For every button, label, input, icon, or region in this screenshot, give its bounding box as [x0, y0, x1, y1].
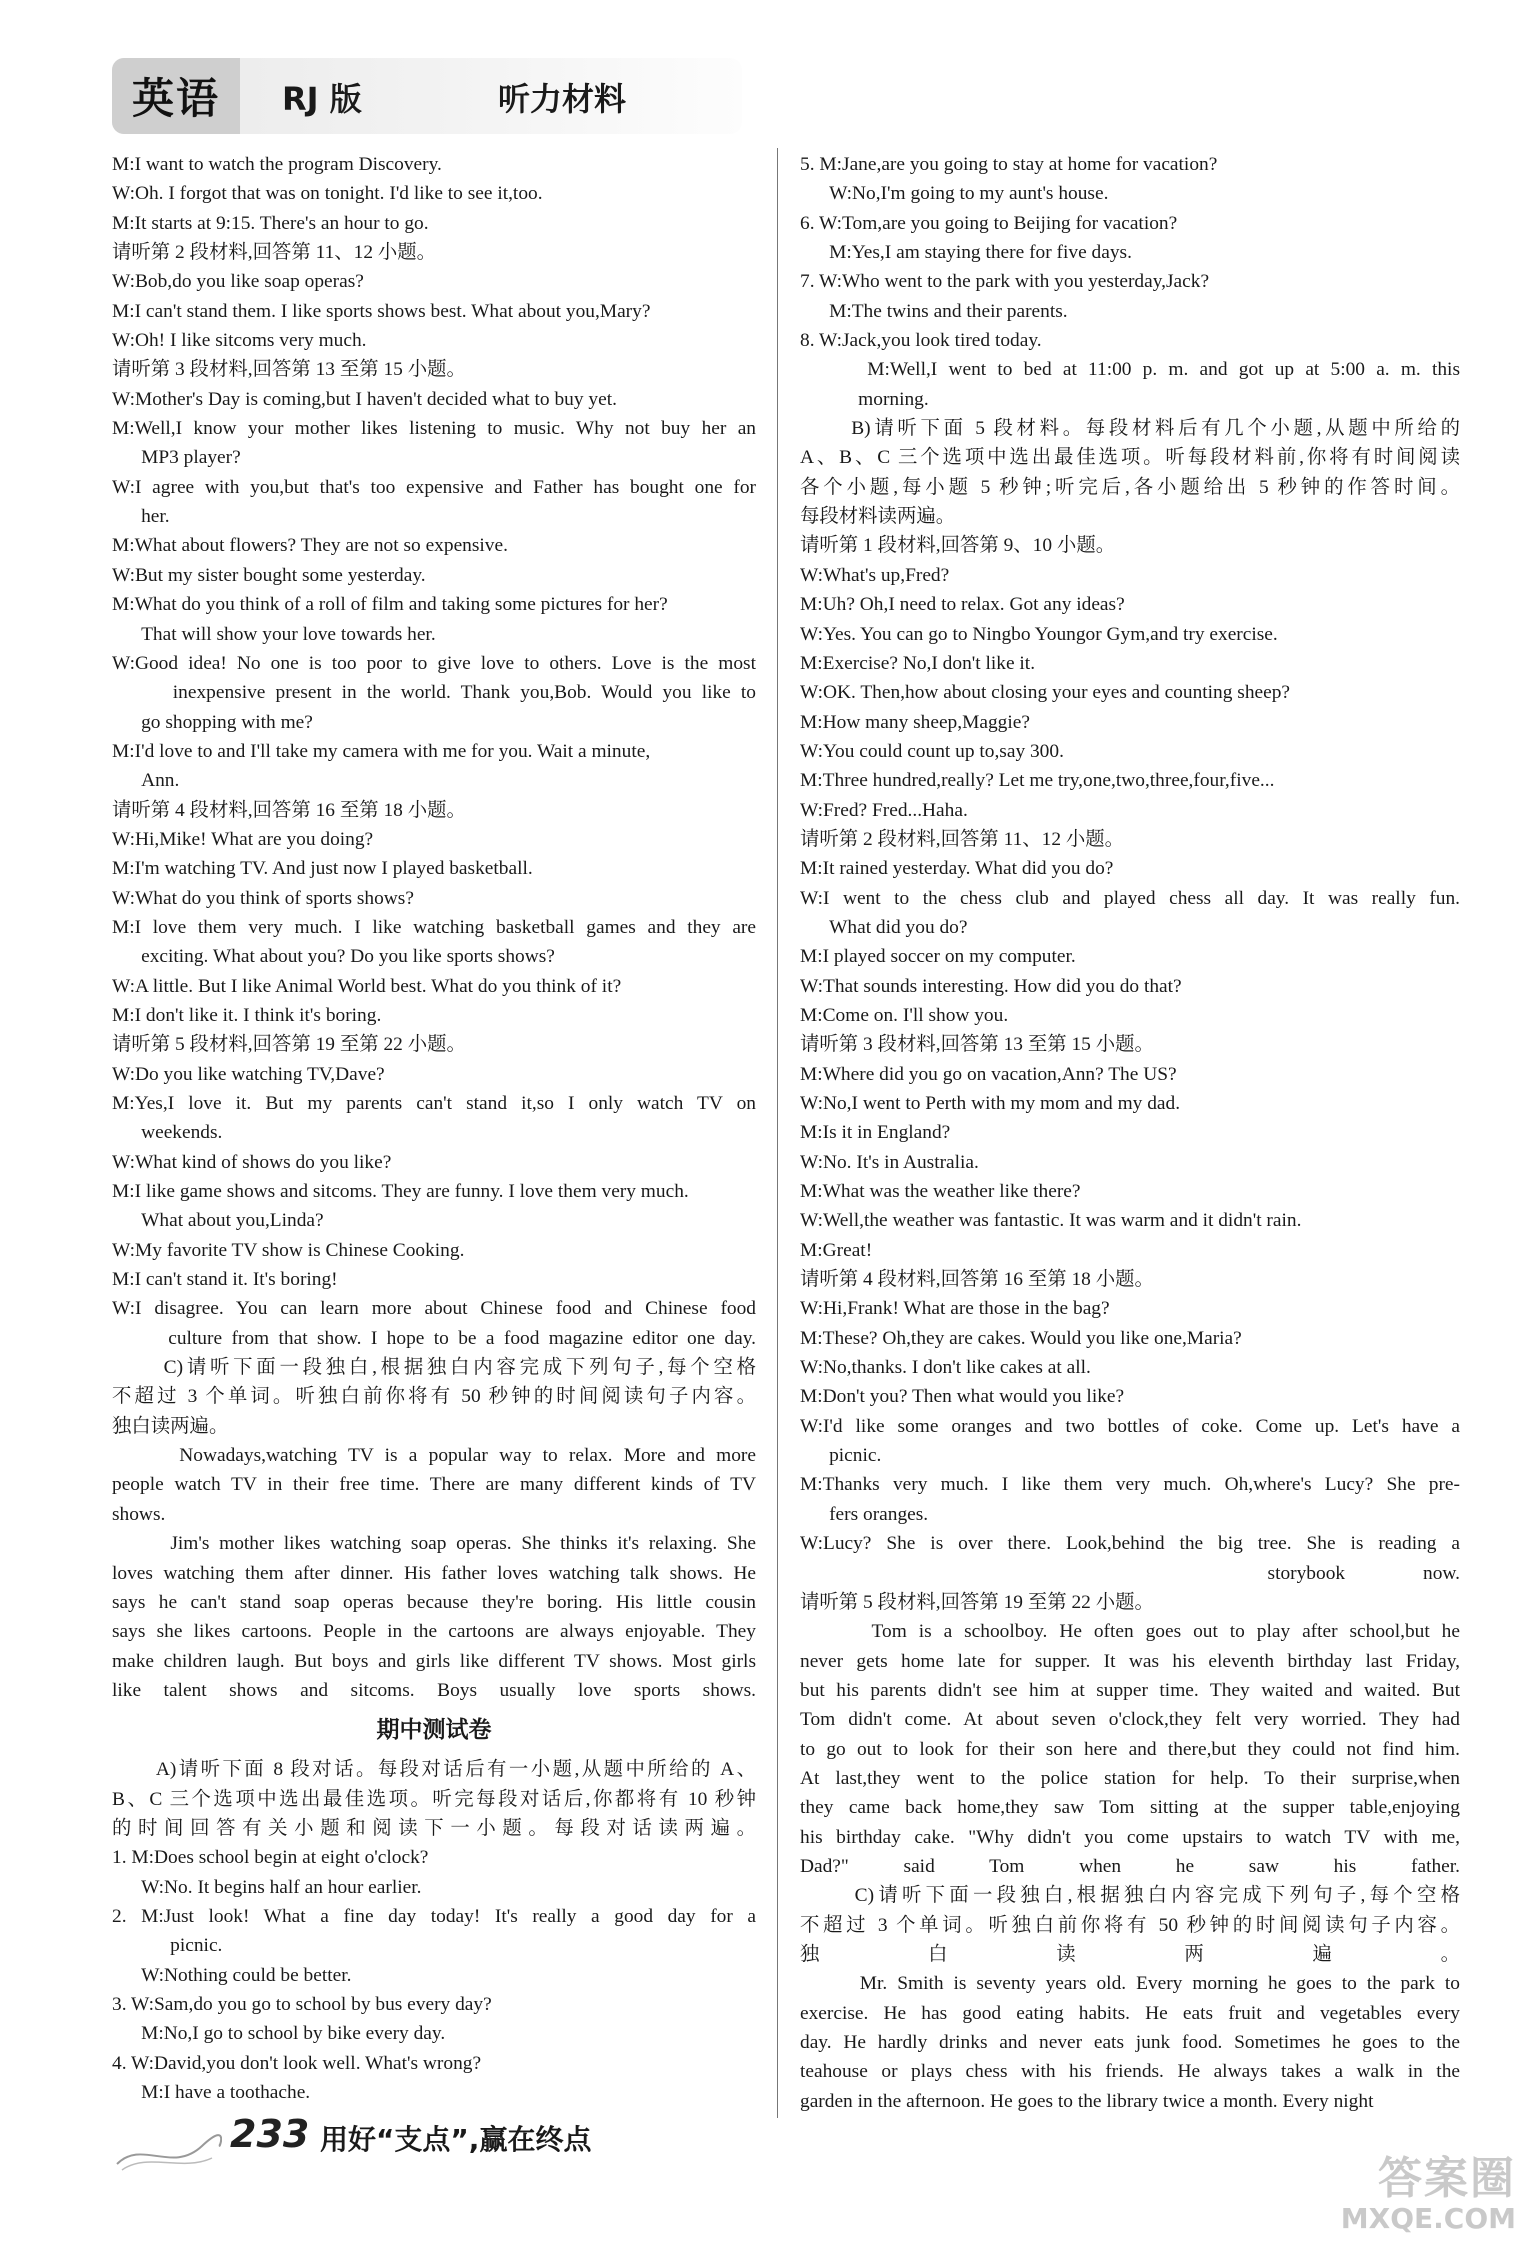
text-line: says he can't stand soap operas because they're boring. His little cousin: [112, 1591, 756, 1613]
text-line: W:What kind of shows do you like?: [112, 1151, 392, 1173]
text-line: W:OK. Then,how about closing your eyes and counting sheep?: [800, 682, 1291, 704]
text-line: 请听第 2 段材料,回答第 11、12 小题。: [800, 828, 1125, 850]
watermark-url: MXQE.COM: [1340, 2202, 1516, 2235]
text-line: picnic.: [800, 1445, 882, 1467]
text-line: A、B、C 三个选项中选出最佳选项。听每段材料前,你将有时间阅读: [800, 447, 1460, 469]
text-line: M:What do you think of a roll of film and taking some pictures for her?: [112, 594, 668, 616]
text-line: W:That sounds interesting. How did you do that?: [800, 975, 1182, 997]
text-line: C)请听下面一段独白,根据独白内容完成下列句子,每个空格: [112, 1357, 756, 1379]
text-line: M:I don't like it. I think it's boring.: [112, 1004, 382, 1026]
text-line: 3. W:Sam,do you go to school by bus every day?: [112, 1993, 492, 2015]
text-line: 每段材料读两遍。: [800, 506, 956, 528]
text-line: 请听第 5 段材料,回答第 19 至第 22 小题。: [112, 1034, 466, 1056]
text-line: M:No,I go to school by bike every day.: [112, 2023, 446, 2045]
text-line: 的时间回答有关小题和阅读下一小题。每段对话读两遍。: [112, 1817, 756, 1839]
text-line: shows.: [112, 1503, 166, 1525]
text-line: M:I like game shows and sitcoms. They are funny. I love them very much.: [112, 1181, 689, 1203]
text-line: M:Yes,I love it. But my parents can't stand it,so I only watch TV on: [112, 1093, 756, 1114]
text-line: 7. W:Who went to the park with you yesterday,Jack?: [800, 271, 1210, 293]
text-line: M:Is it in England?: [800, 1122, 951, 1144]
text-line: M:Uh? Oh,I need to relax. Got any ideas?: [800, 594, 1125, 616]
text-line: C)请听下面一段独白,根据独白内容完成下列句子,每个空格: [800, 1885, 1460, 1907]
text-line: W:Well,the weather was fantastic. It was warm and it didn't rain.: [800, 1210, 1302, 1232]
text-line: At last,they went to the police station for help. To their surprise,when: [800, 1767, 1460, 1789]
text-line: M:I'd love to and I'll take my camera with me for you. Wait a minute,: [112, 740, 651, 762]
right-column: [800, 150, 1460, 2116]
text-line: M:I want to watch the program Discovery.: [112, 154, 442, 175]
page-number: 233: [230, 2112, 310, 2156]
text-line: W:Do you like watching TV,Dave?: [112, 1063, 385, 1085]
text-line: W:My favorite TV show is Chinese Cooking.: [112, 1239, 465, 1261]
text-line: 各个小题,每小题 5 秒钟;听完后,各小题给出 5 秒钟的作答时间。: [800, 476, 1460, 498]
text-line: W:No,thanks. I don't like cakes at all.: [800, 1357, 1091, 1379]
text-line: W:I agree with you,but that's too expensive and Father has bought one for: [112, 476, 756, 498]
text-line: M:Thanks very much. I like them very much. Oh,where's Lucy? She pre-: [800, 1474, 1460, 1496]
text-line: M:The twins and their parents.: [800, 300, 1068, 322]
text-line: 请听第 3 段材料,回答第 13 至第 15 小题。: [800, 1034, 1154, 1056]
text-line: 独白读两遍。: [800, 1943, 1460, 1965]
text-line: W:No,I went to Perth with my mom and my dad.: [800, 1093, 1181, 1114]
text-line: never gets home late for supper. It was his eleventh birthday last Friday,: [800, 1650, 1460, 1672]
text-line: M:I can't stand it. It's boring!: [112, 1269, 338, 1291]
text-line: M:I love them very much. I like watching basketball games and they are: [112, 916, 756, 938]
text-line: teahouse or plays chess with his friends. He always takes a walk in the: [800, 2061, 1460, 2083]
text-line: 请听第 5 段材料,回答第 19 至第 22 小题。: [800, 1591, 1154, 1613]
text-line: M:It rained yesterday. What did you do?: [800, 858, 1114, 880]
text-line: fers oranges.: [800, 1503, 929, 1525]
text-line: W:But my sister bought some yesterday.: [112, 564, 426, 586]
text-line: to go out to look for their son here and there,but they could not find him.: [800, 1738, 1460, 1760]
text-line: her.: [112, 506, 170, 528]
text-line: M:Where did you go on vacation,Ann? The US?: [800, 1063, 1177, 1085]
text-line: A)请听下面 8 段对话。每段对话后有一小题,从题中所给的 A、: [112, 1759, 756, 1781]
text-line: B、C 三个选项中选出最佳选项。听完每段对话后,你都将有 10 秒钟: [112, 1788, 756, 1810]
text-line: inexpensive present in the world. Thank you,Bob. Would you like to: [112, 682, 756, 704]
text-line: his birthday cake. "Why didn't you come upstairs to watch TV with me,: [800, 1826, 1460, 1848]
text-line: W:What's up,Fred?: [800, 564, 950, 586]
text-line: 4. W:David,you don't look well. What's wrong?: [112, 2052, 482, 2074]
text-line: garden in the afternoon. He goes to the library twice a month. Every night: [800, 2090, 1374, 2112]
column-divider: [777, 148, 778, 2118]
text-line: says she likes cartoons. People in the cartoons are always enjoyable. They: [112, 1621, 756, 1643]
text-line: W:No. It's in Australia.: [800, 1151, 979, 1173]
text-line: M:These? Oh,they are cakes. Would you like one,Maria?: [800, 1327, 1242, 1349]
watermark-logo: 答案圈: [1378, 2153, 1516, 2204]
text-line: 2. M:Just look! What a fine day today! It's really a good day for a: [112, 1905, 756, 1927]
text-line: M:Well,I know your mother likes listening to music. Why not buy her an: [112, 418, 756, 440]
text-line: Jim's mother likes watching soap operas. She thinks it's relaxing. She: [112, 1533, 756, 1555]
text-line: W:Oh! I like sitcoms very much.: [112, 330, 367, 352]
text-line: Dad?" said Tom when he saw his father.: [800, 1855, 1460, 1877]
text-line: W:I'd like some oranges and two bottles of coke. Come up. Let's have a: [800, 1415, 1460, 1437]
text-line: like talent shows and sitcoms. Boys usually love sports shows.: [112, 1679, 756, 1701]
text-line: 不超过 3 个单词。听独白前你将有 50 秒钟的时间阅读句子内容。: [112, 1386, 756, 1408]
text-line: W:Hi,Mike! What are you doing?: [112, 828, 374, 850]
text-line: Tom didn't come. At about seven o'clock,they felt very worried. They had: [800, 1709, 1460, 1731]
text-line: W:Fred? Fred...Haha.: [800, 799, 968, 821]
text-line: M:I'm watching TV. And just now I played basketball.: [112, 858, 533, 880]
edition-label: RJ 版: [282, 80, 362, 118]
text-line: loves watching them after dinner. His father loves watching talk shows. He: [112, 1562, 756, 1584]
text-line: day. He hardly drinks and never eats junk food. Sometimes he goes to the: [800, 2032, 1460, 2053]
text-line: 8. W:Jack,you look tired today.: [800, 330, 1042, 352]
text-line: W:Hi,Frank! What are those in the bag?: [800, 1298, 1110, 1320]
text-line: M:I played soccer on my computer.: [800, 946, 1076, 968]
text-line: M:Great!: [800, 1239, 873, 1261]
text-line: 不超过 3 个单词。听独白前你将有 50 秒钟的时间阅读句子内容。: [800, 1914, 1460, 1936]
text-line: M:It starts at 9:15. There's an hour to go.: [112, 212, 429, 234]
text-line: M:I can't stand them. I like sports shows best. What about you,Mary?: [112, 300, 651, 322]
text-line: W:No,I'm going to my aunt's house.: [800, 183, 1109, 205]
left-column: [112, 150, 756, 2107]
text-line: M:Well,I went to bed at 11:00 p. m. and got up at 5:00 a. m. this: [800, 359, 1460, 381]
text-line: W:Lucy? She is over there. Look,behind the big tree. She is reading a: [800, 1533, 1460, 1555]
text-line: M:Exercise? No,I don't like it.: [800, 652, 1036, 674]
text-line: they came back home,they saw Tom sitting at the supper table,enjoying: [800, 1797, 1460, 1819]
text-line: but his parents didn't see him at supper time. They waited and waited. But: [800, 1679, 1460, 1701]
text-line: storybook now.: [800, 1562, 1460, 1584]
section-title: 听力材料: [498, 80, 627, 118]
text-line: Mr. Smith is seventy years old. Every morning he goes to the park to: [800, 1973, 1460, 1995]
text-line: W:Oh. I forgot that was on tonight. I'd like to see it,too.: [112, 183, 543, 205]
text-line: 请听第 3 段材料,回答第 13 至第 15 小题。: [112, 359, 466, 381]
text-line: W:No. It begins half an hour earlier.: [112, 1876, 422, 1898]
text-line: M:Don't you? Then what would you like?: [800, 1386, 1125, 1408]
page-header: [112, 58, 742, 134]
text-line: weekends.: [112, 1122, 223, 1144]
text-line: W:Nothing could be better.: [112, 1964, 352, 1986]
text-line: W:Mother's Day is coming,but I haven't decided what to buy yet.: [112, 388, 617, 410]
text-line: Ann.: [112, 770, 180, 792]
text-line: M:Yes,I am staying there for five days.: [800, 242, 1132, 264]
text-line: W:What do you think of sports shows?: [112, 887, 414, 909]
text-line: Nowadays,watching TV is a popular way to relax. More and more: [112, 1445, 756, 1467]
text-line: make children laugh. But boys and girls like different TV shows. Most girls: [112, 1650, 756, 1672]
text-line: What about you,Linda?: [112, 1210, 324, 1232]
text-line: M:Come on. I'll show you.: [800, 1004, 1009, 1026]
text-line: 5. M:Jane,are you going to stay at home for vacation?: [800, 154, 1218, 175]
text-line: 6. W:Tom,are you going to Beijing for vacation?: [800, 212, 1178, 234]
text-line: M:What about flowers? They are not so expensive.: [112, 535, 508, 557]
text-line: 请听第 2 段材料,回答第 11、12 小题。: [112, 242, 437, 264]
text-line: W:Yes. You can go to Ningbo Youngor Gym,and try exercise.: [800, 623, 1278, 645]
text-line: W:You could count up to,say 300.: [800, 740, 1064, 762]
text-line: M:I have a toothache.: [112, 2082, 311, 2103]
text-line: morning.: [800, 388, 929, 410]
text-line: Tom is a schoolboy. He often goes out to play after school,but he: [800, 1621, 1460, 1643]
text-line: picnic.: [112, 1935, 223, 1957]
text-line: W:A little. But I like Animal World best. What do you think of it?: [112, 975, 622, 997]
text-line: W:Good idea! No one is too poor to give love to others. Love is the most: [112, 652, 756, 674]
text-line: 独白读两遍。: [112, 1415, 229, 1437]
text-line: exciting. What about you? Do you like sports shows?: [112, 946, 555, 968]
text-line: That will show your love towards her.: [112, 623, 436, 645]
text-line: go shopping with me?: [112, 711, 313, 733]
text-line: 请听第 4 段材料,回答第 16 至第 18 小题。: [800, 1269, 1154, 1291]
text-line: What did you do?: [800, 916, 968, 938]
text-line: 请听第 4 段材料,回答第 16 至第 18 小题。: [112, 799, 466, 821]
footer-slogan: 用好“支点”,赢在终点: [320, 2123, 592, 2156]
text-line: W:I disagree. You can learn more about Chinese food and Chinese food: [112, 1298, 756, 1320]
text-line: W:I went to the chess club and played chess all day. It was really fun.: [800, 887, 1460, 909]
text-line: culture from that show. I hope to be a food magazine editor one day.: [112, 1327, 756, 1349]
text-line: 1. M:Does school begin at eight o'clock?: [112, 1847, 429, 1869]
decorative-swirl-icon: [112, 2134, 222, 2174]
text-line: B)请听下面 5 段材料。每段材料后有几个小题,从题中所给的: [800, 418, 1460, 440]
text-line: M:How many sheep,Maggie?: [800, 711, 1030, 733]
text-line: 请听第 1 段材料,回答第 9、10 小题。: [800, 535, 1116, 557]
subject-logo: 英语: [112, 58, 240, 134]
text-line: W:Bob,do you like soap operas?: [112, 271, 364, 293]
section-heading: 期中测试卷: [376, 1717, 492, 1744]
text-line: M:What was the weather like there?: [800, 1181, 1081, 1203]
text-line: MP3 player?: [112, 447, 241, 469]
watermark: [1300, 2138, 1526, 2249]
text-line: people watch TV in their free time. There are many different kinds of TV: [112, 1474, 756, 1496]
text-line: M:Three hundred,really? Let me try,one,two,three,four,five...: [800, 770, 1275, 792]
text-line: exercise. He has good eating habits. He eats fruit and vegetables every: [800, 2002, 1460, 2024]
